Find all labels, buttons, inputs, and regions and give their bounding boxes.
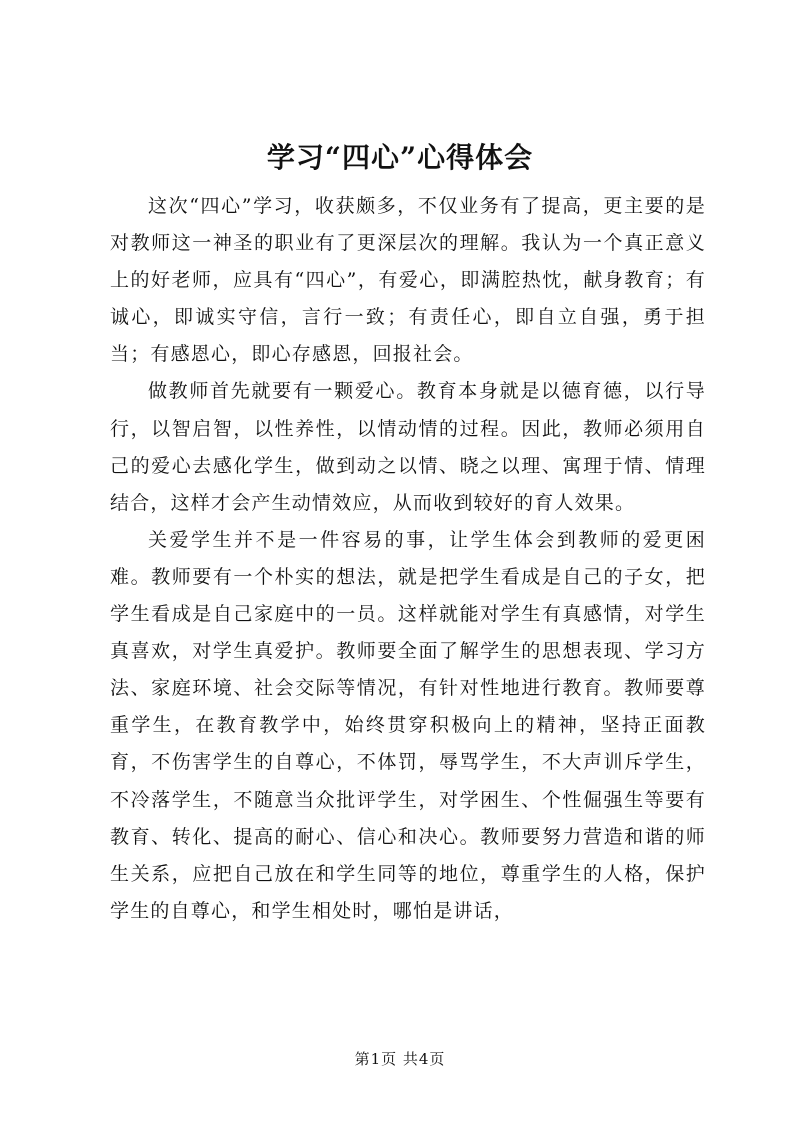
- document-body: [110, 188, 706, 930]
- document-title: 学习“四心”心得体会: [266, 141, 534, 174]
- paragraph-3: 关爱学生并不是一件容易的事，让学生体会到教师的爱更困难。教师要有一个朴实的想法，就是把学生看成是自己的子女，把学生看成是自己家庭中的一员。这样就能对学生有真感情，对学生真喜欢，对学生真爱护。教师要全面了解学生的思想表现、学习方法、家庭环境、社会交际等情况，有针对性地进行教育。教师要尊重学生，在教育教学中，始终贯穿积极向上的精神，坚持正面教育，不伤害学生的自尊心，不体罚，辱骂学生，不大声训斥学生，不冷落学生，不随意当众批评学生，对学困生、个性倔强生等要有教育、转化、提高的耐心、信心和决心。教师要努力营造和谐的师生关系，应把自己放在和学生同等的地位，尊重学生的人格，保护学生的自尊心，和学生相处时，哪怕是讲话，: [110, 528, 706, 922]
- page-footer: 第1页 共4页: [354, 1050, 446, 1068]
- paragraph-2: 做教师首先就要有一颗爱心。教育本身就是以德育德，以行导行，以智启智，以性养性，以情动情的过程。因此，教师必须用自己的爱心去感化学生，做到动之以情、晓之以理、寓理于情、情理结合，这样才会产生动情效应，从而收到较好的育人效果。: [110, 380, 706, 514]
- paragraph-1: 这次“四心”学习，收获颇多，不仅业务有了提高，更主要的是对教师这一神圣的职业有了更深层次的理解。我认为一个真正意义上的好老师，应具有“四心”，有爱心，即满腔热忱，献身教育；有诚心，即诚实守信，言行一致；有责任心，即自立自强，勇于担当；有感恩心，即心存感恩，回报社会。: [110, 195, 706, 366]
